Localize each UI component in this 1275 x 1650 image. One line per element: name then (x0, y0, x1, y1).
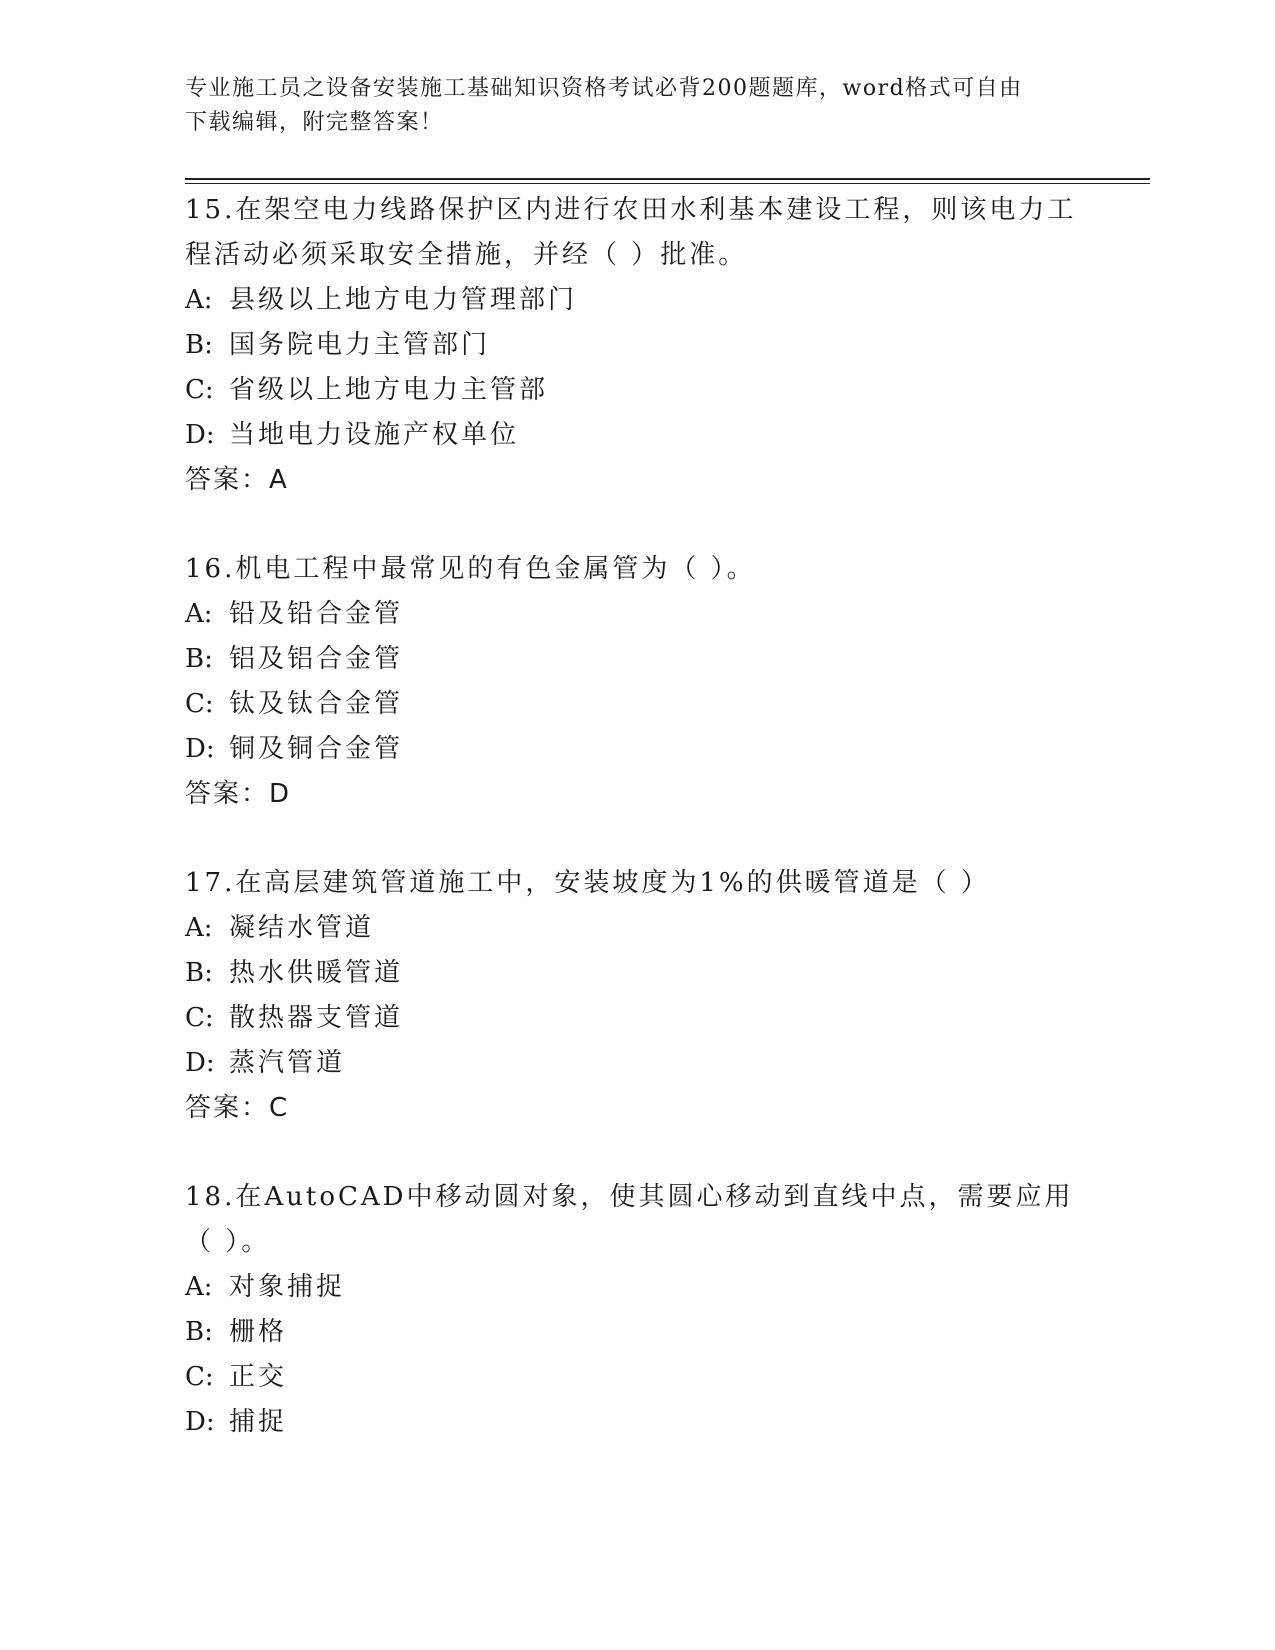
option-a (185, 906, 1085, 951)
option-text: 蒸汽管道 (229, 1048, 346, 1078)
option-b (185, 637, 1085, 682)
option-text: 正交 (229, 1362, 288, 1392)
header-divider-thick (185, 178, 1150, 180)
option-b (185, 1310, 1085, 1355)
option-letter: C: (185, 375, 214, 405)
option-a (185, 1265, 1085, 1310)
question-stem: 16.机电工程中最常见的有色金属管为（ ）。 (185, 554, 756, 584)
header-line-2: 下载编辑，附完整答案！ (185, 110, 444, 135)
option-c (185, 996, 1085, 1041)
option-text: 钛及钛合金管 (229, 689, 404, 719)
option-a (185, 592, 1085, 637)
option-d (185, 1041, 1085, 1086)
question-16 (185, 547, 1085, 817)
option-letter: A: (185, 599, 213, 629)
option-letter: C: (185, 1003, 214, 1033)
option-text: 国务院电力主管部门 (229, 330, 491, 360)
question-17 (185, 861, 1085, 1131)
answer-line: 答案：C (185, 1093, 290, 1123)
option-letter: D: (185, 1048, 215, 1078)
question-stem: 15.在架空电力线路保护区内进行农田水利基本建设工程，则该电力工程活动必须采取安全措施，并经（ ）批准。 (185, 195, 1077, 270)
option-letter: B: (185, 644, 213, 674)
option-d (185, 1400, 1085, 1445)
option-letter: D: (185, 1407, 215, 1437)
option-letter: D: (185, 420, 215, 450)
option-text: 省级以上地方电力主管部 (229, 375, 549, 405)
option-letter: A: (185, 1272, 213, 1302)
option-b (185, 951, 1085, 996)
option-letter: A: (185, 913, 213, 943)
option-letter: C: (185, 1362, 214, 1392)
option-text: 散热器支管道 (229, 1003, 404, 1033)
option-letter: B: (185, 958, 213, 988)
answer-line: 答案：D (185, 779, 292, 809)
option-d (185, 413, 1085, 458)
option-text: 热水供暖管道 (229, 958, 404, 988)
option-text: 铅及铅合金管 (229, 599, 404, 629)
option-letter: B: (185, 1317, 213, 1347)
question-18 (185, 1175, 1085, 1445)
option-text: 凝结水管道 (229, 913, 375, 943)
option-text: 对象捕捉 (229, 1272, 346, 1302)
option-letter: B: (185, 330, 213, 360)
question-stem: 17.在高层建筑管道施工中，安装坡度为1%的供暖管道是（ ） (185, 868, 990, 898)
document-header (185, 72, 1065, 140)
answer-line: 答案：A (185, 465, 289, 495)
header-line-1: 专业施工员之设备安装施工基础知识资格考试必背200题题库，word格式可自由 (185, 76, 1023, 101)
option-a (185, 278, 1085, 323)
option-c (185, 682, 1085, 727)
question-stem: 18.在AutoCAD中移动圆对象，使其圆心移动到直线中点，需要应用（ ）。 (185, 1182, 1074, 1257)
header-divider-thin (185, 183, 1150, 184)
option-text: 捕捉 (229, 1407, 288, 1437)
option-text: 当地电力设施产权单位 (229, 420, 520, 450)
option-text: 铝及铝合金管 (229, 644, 404, 674)
option-letter: A: (185, 285, 213, 315)
option-c (185, 368, 1085, 413)
option-c (185, 1355, 1085, 1400)
option-text: 铜及铜合金管 (229, 734, 404, 764)
option-d (185, 727, 1085, 772)
question-15 (185, 188, 1085, 503)
option-text: 县级以上地方电力管理部门 (229, 285, 578, 315)
option-text: 栅格 (229, 1317, 288, 1347)
option-letter: D: (185, 734, 215, 764)
option-letter: C: (185, 689, 214, 719)
question-list (185, 188, 1085, 1489)
option-b (185, 323, 1085, 368)
